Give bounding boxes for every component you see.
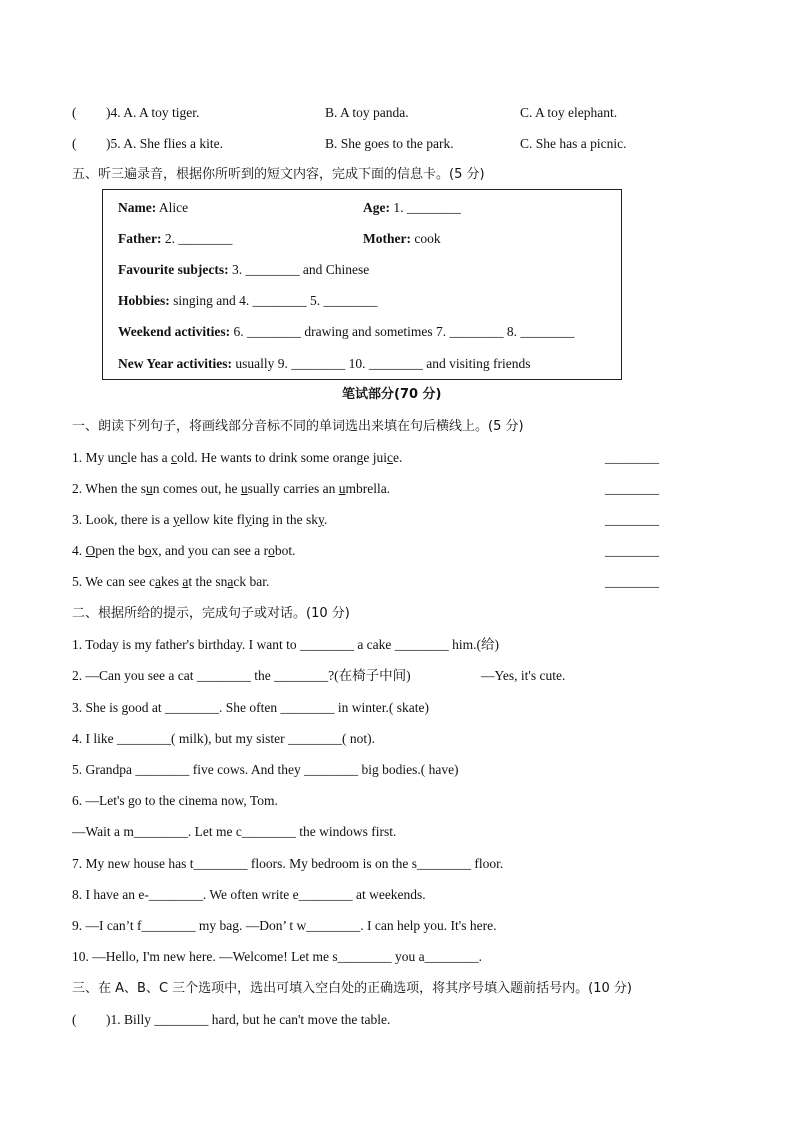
written-part-title: 笔试部分(70 分) [342, 387, 442, 402]
answer-blank[interactable]: ________ [605, 450, 659, 465]
option-c: C. A toy elephant. [520, 105, 618, 120]
section2-item: 7. My new house has t________ floors. My bedroom is on the s________ floor. [72, 856, 504, 871]
section2-item: 1. Today is my father's birthday. I want to ________ a cake ________ him.(给) [72, 637, 500, 652]
question-text: )1. Billy ________ hard, but he can't move the table. [106, 1012, 391, 1027]
section1-sentence-2: 2. When the sun comes out, he usually carries an umbrella. [72, 481, 391, 496]
option-b: B. She goes to the park. [325, 136, 454, 151]
section2-item: 3. She is good at ________. She often ________ in winter.( skate) [72, 700, 429, 715]
section2-title: 二、根据所给的提示，完成句子或对话。(10 分) [72, 606, 350, 621]
answer-blank[interactable]: ________ [605, 574, 659, 589]
section2-item: 6. —Let's go to the cinema now, Tom. [72, 793, 278, 808]
section2-item: 8. I have an e-________. We often write e________ at weekends. [72, 887, 426, 902]
section1-title: 一、朗读下列句子，将画线部分音标不同的单词选出来填在句后横线上。(5 分) [72, 419, 524, 434]
answer-blank[interactable]: ________ [605, 512, 659, 527]
section1-sentence-1: 1. My uncle has a cold. He wants to drink some orange juice. [72, 450, 403, 465]
info-father: Father: 2. ________ [118, 231, 233, 246]
option-c: C. She has a picnic. [520, 136, 627, 151]
section5-title: 五、听三遍录音，根据你所听到的短文内容，完成下面的信息卡。(5 分) [72, 167, 485, 182]
section1-sentence-4: 4. Open the box, and you can see a robot. [72, 543, 296, 558]
info-mother: Mother: cook [363, 231, 441, 246]
answer-blank[interactable]: ________ [605, 543, 659, 558]
section2-item: 10. —Hello, I'm new here. —Welcome! Let me s________ you a________. [72, 949, 483, 964]
info-age: Age: 1. ________ [363, 200, 461, 215]
section3-title: 三、在 A、B、C 三个选项中，选出可填入空白处的正确选项，将其序号填入题前括号内。(10 分) [72, 981, 632, 996]
section2-item: 9. —I can’t f________ my bag. —Don’ t w________. I can help you. It's here. [72, 918, 497, 933]
info-weekend: Weekend activities: 6. ________ drawing and sometimes 7. ________ 8. ________ [118, 324, 575, 339]
section1-sentence-5: 5. We can see cakes at the snack bar. [72, 574, 270, 589]
section2-item: 2. —Can you see a cat ________ the ________?(在椅子中间) [72, 668, 411, 683]
answer-bracket: ( [72, 136, 77, 151]
answer-blank[interactable]: ________ [605, 481, 659, 496]
section2-item-reply: —Yes, it's cute. [481, 668, 566, 683]
answer-bracket: ( [72, 1012, 77, 1027]
section2-item: 4. I like ________( milk), but my sister ________( not). [72, 731, 375, 746]
info-subjects: Favourite subjects: 3. ________ and Chinese [118, 262, 370, 277]
option-a: )4. A. A toy tiger. [106, 105, 200, 120]
section1-sentence-3: 3. Look, there is a yellow kite flying in the sky. [72, 512, 328, 527]
option-b: B. A toy panda. [325, 105, 409, 120]
info-name: Name: Alice [118, 200, 189, 215]
section2-item: 5. Grandpa ________ five cows. And they ________ big bodies.( have) [72, 762, 459, 777]
section2-item: —Wait a m________. Let me c________ the windows first. [72, 824, 397, 839]
info-hobbies: Hobbies: singing and 4. ________ 5. ________ [118, 293, 378, 308]
option-a: )5. A. She flies a kite. [106, 136, 223, 151]
answer-bracket: ( [72, 105, 77, 120]
info-card [102, 189, 622, 380]
info-newyear: New Year activities: usually 9. ________ 10. ________ and visiting friends [118, 356, 531, 371]
